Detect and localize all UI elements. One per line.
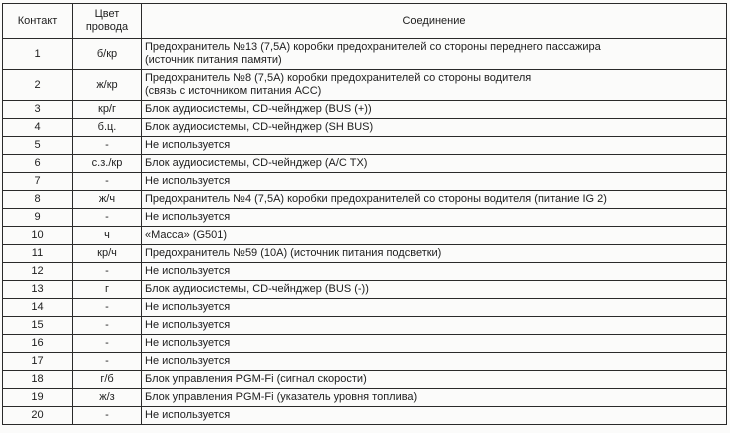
wire-color: кр/ч xyxy=(73,245,142,263)
table-row xyxy=(3,263,727,281)
wire-color: г/б xyxy=(73,371,142,389)
pin-number: 10 xyxy=(3,227,73,245)
connection-description xyxy=(142,245,727,263)
table-row xyxy=(3,389,727,407)
wire-color: ж/кр xyxy=(73,70,142,101)
header-wire-color-line1: Цвет xyxy=(94,8,120,21)
table-row xyxy=(3,173,727,191)
pin-number: 20 xyxy=(3,407,73,425)
table-row xyxy=(3,281,727,299)
connection-line-1: Не используется xyxy=(145,409,231,422)
table-row xyxy=(3,137,727,155)
connection-description xyxy=(142,101,727,119)
pin-number: 17 xyxy=(3,353,73,371)
table-row xyxy=(3,191,727,209)
table-row xyxy=(3,155,727,173)
connection-line-1: Не используется xyxy=(145,175,231,188)
table-row xyxy=(3,407,727,425)
wire-color: б/кр xyxy=(73,39,142,70)
table-row xyxy=(3,101,727,119)
wire-color: - xyxy=(73,407,142,425)
table-row xyxy=(3,245,727,263)
connection-description xyxy=(142,407,727,425)
pin-number: 18 xyxy=(3,371,73,389)
connection-line-1: «Масса» (G501) xyxy=(145,229,228,242)
wire-color: - xyxy=(73,299,142,317)
connection-description xyxy=(142,137,727,155)
connection-description xyxy=(142,173,727,191)
table-row xyxy=(3,70,727,101)
pin-number: 11 xyxy=(3,245,73,263)
connection-line-1: Не используется xyxy=(145,337,231,350)
connection-description xyxy=(142,209,727,227)
wire-color: - xyxy=(73,335,142,353)
connector-pinout-table xyxy=(2,3,727,425)
header-wire-color xyxy=(73,4,142,39)
wire-color: - xyxy=(73,353,142,371)
pin-number: 14 xyxy=(3,299,73,317)
connection-description xyxy=(142,39,727,70)
connection-description xyxy=(142,263,727,281)
wire-color: ч xyxy=(73,227,142,245)
wire-color: ж/ч xyxy=(73,191,142,209)
table-row xyxy=(3,335,727,353)
connection-line-2: (связь с источником питания АСС) xyxy=(145,85,322,97)
wire-color: - xyxy=(73,173,142,191)
header-contact: Контакт xyxy=(3,4,73,39)
connection-line-1: Не используется xyxy=(145,301,231,314)
table-row xyxy=(3,317,727,335)
table-row xyxy=(3,39,727,70)
connection-line-1: Не используется xyxy=(145,211,231,224)
wire-color: - xyxy=(73,137,142,155)
wire-color: ж/з xyxy=(73,389,142,407)
table-row xyxy=(3,353,727,371)
connection-description xyxy=(142,70,727,101)
connection-description xyxy=(142,317,727,335)
connection-line-1: Предохранитель №8 (7,5А) коробки предохранителей со стороны водителя xyxy=(145,72,532,85)
pin-number: 4 xyxy=(3,119,73,137)
table-header-row xyxy=(3,4,727,39)
connection-line-1: Блок аудиосистемы, CD-чейнджер (SH BUS) xyxy=(145,121,374,134)
pin-number: 5 xyxy=(3,137,73,155)
wire-color: - xyxy=(73,263,142,281)
table-row xyxy=(3,299,727,317)
connection-line-1: Блок аудиосистемы, CD-чейнджер (A/C TX) xyxy=(145,157,368,170)
wire-color: с.з./кр xyxy=(73,155,142,173)
connection-line-1: Блок аудиосистемы, CD-чейнджер (BUS (+)) xyxy=(145,103,372,116)
pin-number: 9 xyxy=(3,209,73,227)
connection-line-1: Предохранитель №13 (7,5А) коробки предохранителей со стороны переднего пассажира xyxy=(145,41,601,54)
connection-description xyxy=(142,389,727,407)
pin-number: 15 xyxy=(3,317,73,335)
table-row xyxy=(3,371,727,389)
table-row xyxy=(3,119,727,137)
table-body xyxy=(3,39,727,425)
wire-color: - xyxy=(73,317,142,335)
pin-number: 19 xyxy=(3,389,73,407)
connection-line-1: Не используется xyxy=(145,139,231,152)
pin-number: 8 xyxy=(3,191,73,209)
wire-color: кр/г xyxy=(73,101,142,119)
connection-description xyxy=(142,335,727,353)
pin-number: 13 xyxy=(3,281,73,299)
table-row xyxy=(3,227,727,245)
connection-line-1: Не используется xyxy=(145,355,231,368)
wire-color: б.ц. xyxy=(73,119,142,137)
pin-number: 2 xyxy=(3,70,73,101)
header-wire-color-line2: провода xyxy=(85,21,129,33)
wire-color: г xyxy=(73,281,142,299)
connection-description xyxy=(142,119,727,137)
connection-description xyxy=(142,353,727,371)
table-row xyxy=(3,209,727,227)
connection-description xyxy=(142,227,727,245)
pin-number: 1 xyxy=(3,39,73,70)
connection-line-1: Не используется xyxy=(145,319,231,332)
connection-description xyxy=(142,299,727,317)
connection-line-1: Предохранитель №59 (10А) (источник питания подсветки) xyxy=(145,247,442,260)
connection-line-1: Предохранитель №4 (7,5А) коробки предохранителей со стороны водителя (питание IG 2) xyxy=(145,193,607,206)
connection-line-1: Не используется xyxy=(145,265,231,278)
pin-number: 7 xyxy=(3,173,73,191)
connection-description xyxy=(142,371,727,389)
connection-line-1: Блок аудиосистемы, CD-чейнджер (BUS (-)) xyxy=(145,283,369,296)
connection-description xyxy=(142,191,727,209)
connection-line-1: Блок управления PGM-Fi (указатель уровня топлива) xyxy=(145,391,418,404)
wire-color: - xyxy=(73,209,142,227)
pin-number: 6 xyxy=(3,155,73,173)
connection-description xyxy=(142,281,727,299)
pin-number: 12 xyxy=(3,263,73,281)
connection-line-2: (источник питания памяти) xyxy=(145,54,282,66)
header-connection: Соединение xyxy=(142,4,727,39)
pin-number: 16 xyxy=(3,335,73,353)
connection-description xyxy=(142,155,727,173)
pin-number: 3 xyxy=(3,101,73,119)
connection-line-1: Блок управления PGM-Fi (сигнал скорости) xyxy=(145,373,367,386)
